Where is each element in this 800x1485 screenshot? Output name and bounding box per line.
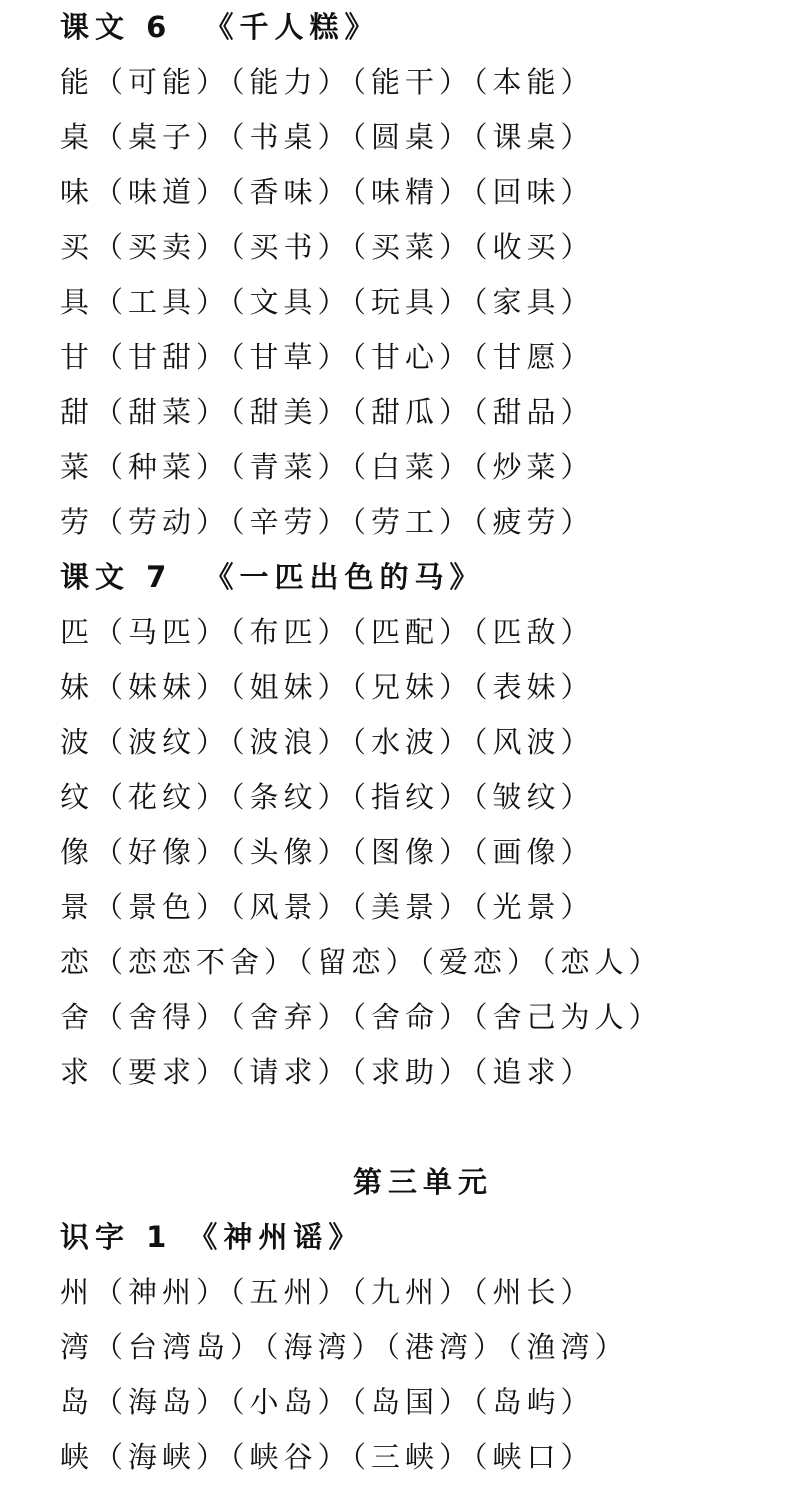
lesson6-row-4: 买（买卖）（买书）（买菜）（收买） xyxy=(60,230,595,264)
literacy1-row-1: 州（神州）（五州）（九州）（州长） xyxy=(60,1275,595,1309)
lesson6-row-2: 桌（桌子）（书桌）（圆桌）（课桌） xyxy=(60,120,595,154)
lesson7-row-8: 舍（舍得）（舍弃）（舍命）（舍己为人） xyxy=(60,1000,663,1034)
literacy1-row-4: 峡（海峡）（峡谷）（三峡）（峡口） xyxy=(60,1440,595,1474)
lesson7-row-3: 波（波纹）（波浪）（水波）（风波） xyxy=(60,725,595,759)
lesson7-row-2: 妹（妹妹）（姐妹）（兄妹）（表妹） xyxy=(60,670,595,704)
lesson7-heading: 课文 7 《一匹出色的马》 xyxy=(60,560,485,594)
literacy1-row-3: 岛（海岛）（小岛）（岛国）（岛屿） xyxy=(60,1385,595,1419)
lesson7-row-4: 纹（花纹）（条纹）（指纹）（皱纹） xyxy=(60,780,595,814)
lesson6-row-3: 味（味道）（香味）（味精）（回味） xyxy=(60,175,595,209)
unit3-title: 第三单元 xyxy=(352,1165,493,1199)
literacy1-heading: 识字 1 《神州谣》 xyxy=(60,1220,364,1254)
lesson6-row-1: 能（可能）（能力）（能干）（本能） xyxy=(60,65,595,99)
lesson6-row-6: 甘（甘甜）（甘草）（甘心）（甘愿） xyxy=(60,340,595,374)
lesson7-row-7: 恋（恋恋不舍）（留恋）（爱恋）（恋人） xyxy=(60,945,663,979)
lesson6-row-9: 劳（劳动）（辛劳）（劳工）（疲劳） xyxy=(60,505,595,539)
lesson6-row-8: 菜（种菜）（青菜）（白菜）（炒菜） xyxy=(60,450,595,484)
lesson7-row-9: 求（要求）（请求）（求助）（追求） xyxy=(60,1055,595,1089)
lesson7-row-6: 景（景色）（风景）（美景）（光景） xyxy=(60,890,595,924)
lesson6-heading: 课文 6 《千人糕》 xyxy=(60,10,380,44)
literacy1-row-2: 湾（台湾岛）（海湾）（港湾）（渔湾） xyxy=(60,1330,629,1364)
lesson6-row-5: 具（工具）（文具）（玩具）（家具） xyxy=(60,285,595,319)
lesson7-row-1: 匹（马匹）（布匹）（匹配）（匹敌） xyxy=(60,615,595,649)
lesson6-row-7: 甜（甜菜）（甜美）（甜瓜）（甜品） xyxy=(60,395,595,429)
lesson7-row-5: 像（好像）（头像）（图像）（画像） xyxy=(60,835,595,869)
